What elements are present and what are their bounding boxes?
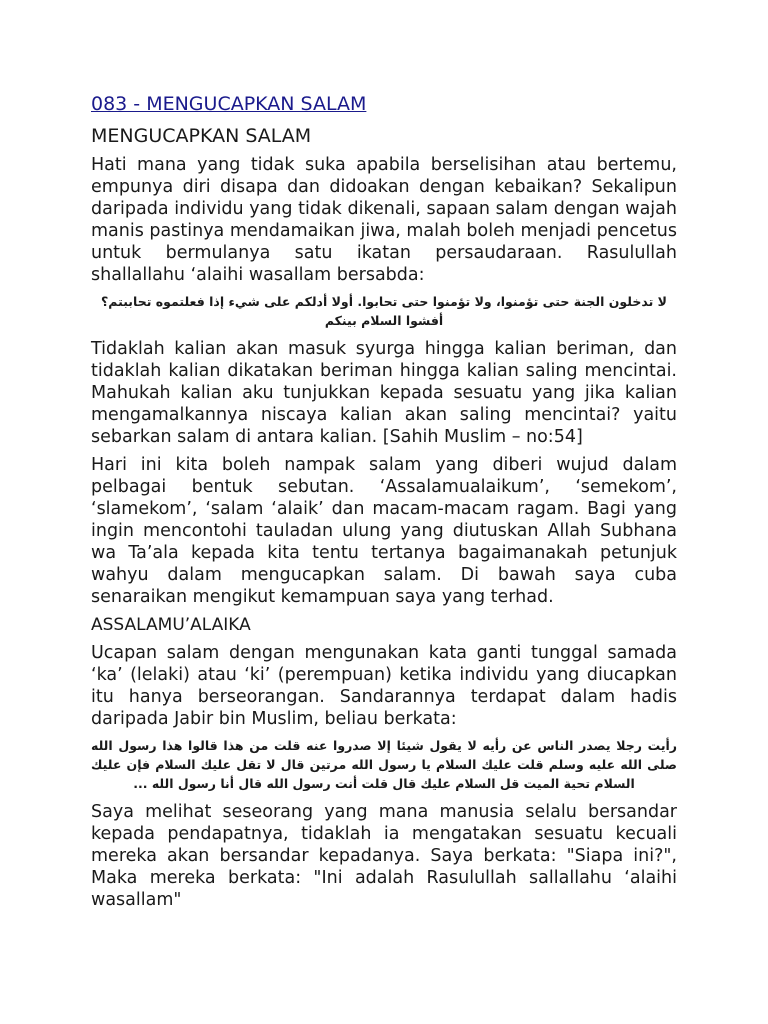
- title-link[interactable]: 083 - MENGUCAPKAN SALAM: [91, 93, 367, 115]
- paragraph-variants: Hari ini kita boleh nampak salam yang diberi wujud dalam pelbagai bentuk sebutan. ‘Assalamualaikum’, ‘semekom’, ‘slamekom’, ‘salam ‘alaik’ dan macam-macam ragam. Bagi yang ingin mencontohi tauladan ulung yang diutuskan Allah Subhana wa Ta’ala kepada kita tentu tertanya bagaimanakah petunjuk wahyu dalam mengucapkan salam. Di bawah saya cuba senaraikan mengikut kemampuan saya yang terhad.: [91, 455, 677, 607]
- paragraph-intro: Hati mana yang tidak suka apabila berselisihan atau bertemu, empunya diri disapa dan didoakan dengan kebaikan? Sekalipun daripada individu yang tidak dikenali, sapaan salam dengan wajah manis pastinya mendamaikan jiwa, malah boleh menjadi pencetus untuk bermulanya satu ikatan persaudaraan. Rasulullah shallallahu ‘alaihi wasallam bersabda:: [91, 155, 677, 285]
- page-title: MENGUCAPKAN SALAM: [91, 125, 312, 147]
- arabic-hadith-2: رأيت رجلا يصدر الناس عن رأيه لا يقول شيئا إلا صدروا عنه قلت من هذا قالوا هذا رسول الله صلى الله عليه وسلم قلت عليك السلام يا رسول الله مرتين قال لا تقل عليك السلام فإن عليك السلام تحية الميت قل السلام عليك قال قلت أنت رسول الله قال أنا رسول الله ...: [91, 738, 677, 791]
- paragraph-assalamualaika: Ucapan salam dengan mengunakan kata ganti tunggal samada ‘ka’ (lelaki) atau ‘ki’ (perempuan) ketika individu yang diucapkan itu hanya berseorangan. Sandarannya terdapat dalam hadis daripada Jabir bin Muslim, beliau berkata:: [91, 643, 677, 729]
- paragraph-hadith-translation: Saya melihat seseorang yang mana manusia selalu bersandar kepada pendapatnya, tidaklah ia mengatakan sesuatu kecuali mereka akan bersandar kepadanya. Saya berkata: "Siapa ini?", Maka mereka berkata: "Ini adalah Rasulullah sallallahu ‘alaihi wasallam": [91, 802, 677, 910]
- paragraph-translation: Tidaklah kalian akan masuk syurga hingga kalian beriman, dan tidaklah kalian dikatakan beriman hingga kalian saling mencintai. Mahukah kalian aku tunjukkan kepada sesuatu yang jika kalian mengamalkannya niscaya kalian akan saling mencintai? yaitu sebarkan salam di antara kalian. [Sahih Muslim – no:54]: [91, 339, 677, 447]
- arabic-hadith-1: لا تدخلون الجنة حتى تؤمنوا، ولا تؤمنوا حتى تحابوا. أولا أدلكم على شيء إذا فعلتموه تحاببتم؟ أفشوا السلام بينكم: [101, 294, 667, 328]
- section-heading: ASSALAMU’ALAIKA: [91, 615, 251, 635]
